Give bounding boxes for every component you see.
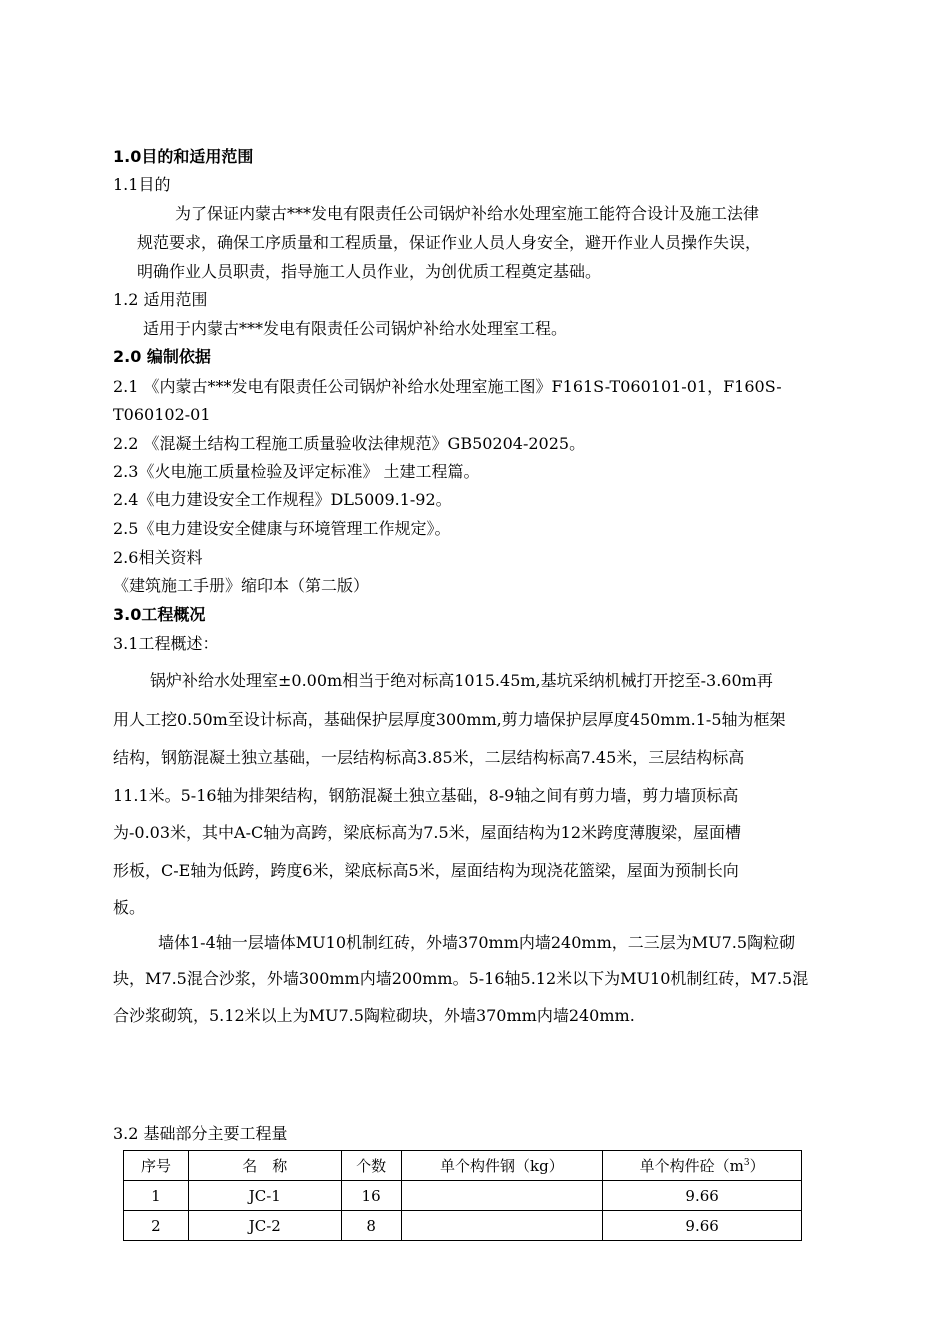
col-header-count: 个数 [341,1151,401,1181]
overview-line: 形板，C-E轴为低跨，跨度6米，梁底标高5米，屋面结构为现浇花篮梁，屋面为预制长向 [113,861,739,880]
cell-steel [401,1211,603,1241]
purpose-line-2: 规范要求，确保工序质量和工程质量，保证作业人员人身安全，避开作业人员操作失误， [137,233,762,252]
table-row [124,1211,802,1241]
cell-no: 1 [124,1181,189,1211]
basis-item: 2.2 《混凝土结构工程施工质量验收法律规范》GB50204-2025。 [113,434,586,453]
section-3-1-heading: 3.1工程概述： [113,634,219,653]
cell-concrete: 9.66 [603,1211,802,1241]
basis-item: 2.5《电力建设安全健康与环境管理工作规定》。 [113,519,451,538]
cell-name: JC-2 [188,1211,341,1241]
col-header-concrete [603,1151,802,1181]
overview-line: 用人工挖0.50m至设计标高，基础保护层厚度300mm,剪力墙保护层厚度450mm.1-5轴为框架 [113,710,786,729]
col-header-name: 名 称 [188,1151,341,1181]
wall-line: 墙体1-4轴一层墙体MU10机制红砖，外墙370mm内墙240mm，二三层为MU7.5陶粒砌 [158,933,796,952]
basis-item: 2.3《火电施工质量检验及评定标准》 土建工程篇。 [113,462,480,481]
quantity-table [123,1150,802,1241]
unit-superscript: 3 [743,1158,750,1168]
cell-no: 2 [124,1211,189,1241]
overview-line: 为-0.03米，其中A-C轴为高跨，梁底标高为7.5米，屋面结构为12米跨度薄腹梁，屋面槽 [113,823,742,842]
purpose-line-1: 为了保证内蒙古***发电有限责任公司锅炉补给水处理室施工能符合设计及施工法律 [175,204,760,223]
section-3-2-heading: 3.2 基础部分主要工程量 [113,1124,288,1143]
overview-line: 结构，钢筋混凝土独立基础，一层结构标高3.85米，二层结构标高7.45米，三层结构标高 [113,748,745,767]
overview-line: 11.1米。5-16轴为排架结构，钢筋混凝土独立基础，8-9轴之间有剪力墙，剪力墙顶标高 [113,786,739,805]
overview-line: 锅炉补给水处理室±0.00m相当于绝对标高1015.45m,基坑采纳机械打开挖至-3.60m再 [150,671,773,690]
cell-concrete: 9.66 [603,1181,802,1211]
cell-steel [401,1181,603,1211]
basis-item: 2.4《电力建设安全工作规程》DL5009.1-92。 [113,490,452,509]
section-1-heading: 1.0目的和适用范围 [113,147,254,166]
overview-line: 板。 [113,898,146,917]
section-3-heading: 3.0工程概况 [113,605,206,624]
wall-line: 合沙浆砌筑，5.12米以上为MU7.5陶粒砌块，外墙370mm内墙240mm. [113,1006,635,1025]
col-header-no: 序号 [124,1151,189,1181]
cell-count: 16 [341,1181,401,1211]
col-header-steel: 单个构件钢（kg） [401,1151,603,1181]
purpose-line-3: 明确作业人员职责，指导施工人员作业，为创优质工程奠定基础。 [137,262,602,281]
basis-item: 2.1 《内蒙古***发电有限责任公司锅炉补给水处理室施工图》F161S-T060101-01，F160S- [113,377,782,396]
col-header-concrete-close: ） [749,1157,765,1175]
table-row [124,1181,802,1211]
basis-item: T060102-01 [113,405,211,424]
cell-count: 8 [341,1211,401,1241]
basis-item: 《建筑施工手册》缩印本（第二版） [113,576,370,595]
table-header-row [124,1151,802,1181]
scope-text: 适用于内蒙古***发电有限责任公司锅炉补给水处理室工程。 [143,319,568,338]
section-1-2-heading: 1.2 适用范围 [113,290,208,309]
cell-name: JC-1 [188,1181,341,1211]
section-1-1-heading: 1.1目的 [113,175,171,194]
section-2-heading: 2.0 编制依据 [113,347,211,366]
wall-line: 块，M7.5混合沙浆，外墙300mm内墙200mm。5-16轴5.12米以下为MU10机制红砖，M7.5混 [113,969,809,988]
col-header-concrete-label: 单个构件砼（m [639,1157,744,1175]
basis-item: 2.6相关资料 [113,548,203,567]
